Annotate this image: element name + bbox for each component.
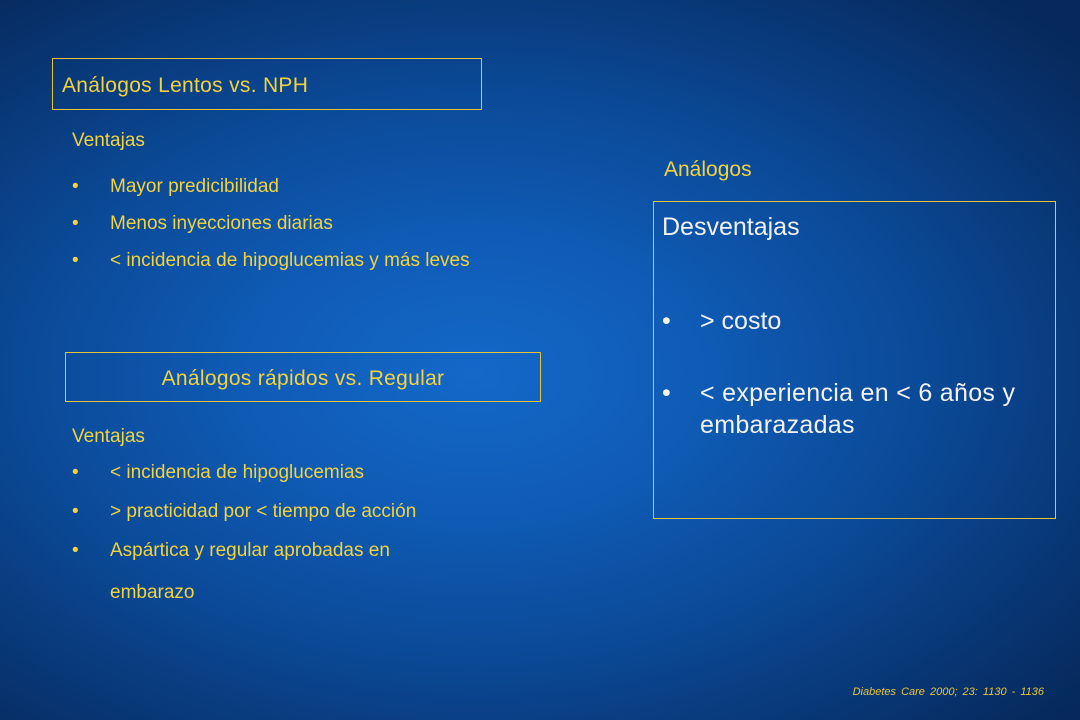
list-item-continuation: embarazo [110, 582, 195, 603]
list-item: • > costo [662, 307, 782, 335]
bullet-icon: • [72, 501, 79, 522]
bullet-icon: • [72, 462, 79, 483]
analogos-label: Análogos [664, 158, 752, 181]
list-item: • < experiencia en < 6 años y embarazadas [662, 379, 1016, 439]
list-item: • Mayor predicibilidad [72, 176, 279, 197]
bullet-icon: • [72, 250, 79, 271]
comparison-box-lentos-vs-nph [52, 58, 482, 110]
ventajas-heading-2: Ventajas [72, 426, 145, 447]
bullet-icon: • [72, 540, 79, 561]
bullet-icon: • [72, 213, 79, 234]
list-item: • < incidencia de hipoglucemias [72, 462, 365, 483]
comparison-box-rapidos-vs-regular [65, 352, 541, 402]
list-item: • Aspártica y regular aprobadas en [72, 540, 390, 561]
box-title-rapidos-vs-regular: Análogos rápidos vs. Regular [161, 367, 445, 390]
bullet-icon: • [72, 176, 79, 197]
ventajas-list-2 [72, 460, 572, 577]
list-item: • < incidencia de hipoglucemias y más leves [72, 250, 470, 271]
citation: Diabetes Care 2000; 23: 1130 - 1136 [852, 686, 1044, 698]
ventajas-list-1 [72, 174, 512, 285]
bullet-icon: • [662, 307, 671, 335]
list-item: • Menos inyecciones diarias [72, 213, 333, 234]
desventajas-box [653, 201, 1056, 519]
list-item: • > practicidad por < tiempo de acción [72, 501, 417, 522]
desventajas-list [662, 305, 1042, 481]
desventajas-title: Desventajas [662, 213, 800, 241]
ventajas-heading-1: Ventajas [72, 130, 145, 151]
bullet-icon: • [662, 379, 672, 407]
box-title-lentos-vs-nph: Análogos Lentos vs. NPH [62, 74, 309, 97]
